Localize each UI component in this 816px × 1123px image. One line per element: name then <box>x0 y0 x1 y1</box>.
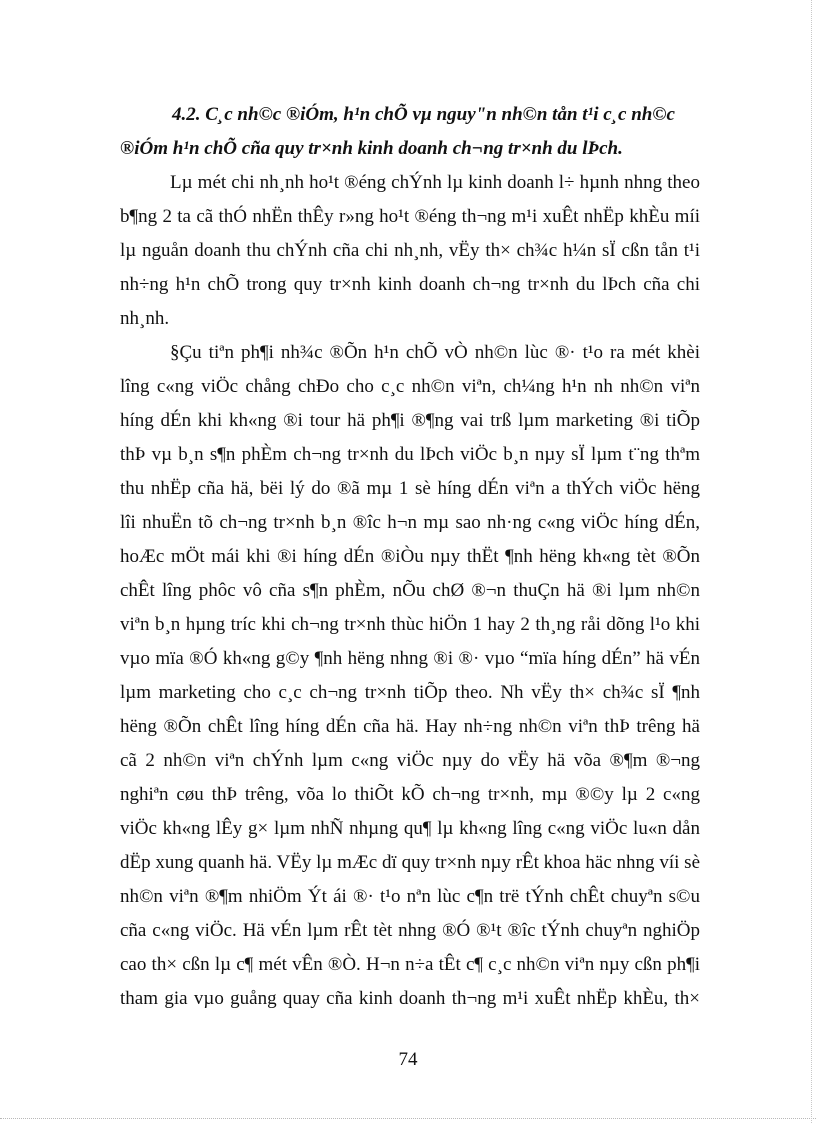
paragraph-line: thÞ vµ b¸n s¶n phÈm ch¬ng tr×nh du lÞch viÖc b¸n nµy sÏ lµm t¨ng thªm <box>120 444 700 465</box>
paragraph-line: hëng ®Õn chÊt lîng híng dÉn cña hä. Hay nh÷ng nh©n viªn thÞ trêng hä <box>120 716 700 737</box>
paragraph-line: Lµ mét chi nh¸nh ho¹t ®éng chÝnh lµ kinh doanh l÷ hµnh nhng theo <box>170 172 700 193</box>
heading-line: ®iÓm h¹n chÕ cña quy tr×nh kinh doanh ch¬ng tr×nh du lÞch. <box>120 138 623 159</box>
paragraph-line: hoÆc mÖt mái khi ®i híng dÉn ®iÒu nµy thËt ¶nh hëng kh«ng tèt ®Õn <box>120 546 700 567</box>
paragraph-line: lîi nhuËn tõ ch¬ng tr×nh b¸n ®îc h¬n mµ sao nh·ng c«ng viÖc híng dÉn, <box>120 512 700 533</box>
paragraph-line: tham gia vµo guång quay cña kinh doanh th¬ng m¹i xuÊt nhËp khÈu, th× <box>120 988 700 1009</box>
page-right-border <box>811 0 812 1123</box>
paragraph-line: cña c«ng viÖc. Hä vÉn lµm rÊt tèt nhng ®Ó ®¹t ®îc tÝnh chuyªn nghiÖp <box>120 920 700 941</box>
paragraph-line: híng dÉn khi kh«ng ®i tour hä ph¶i ®¶ng vai trß lµm marketing ®i tiÕp <box>120 410 700 431</box>
paragraph-line: nh©n viªn ®¶m nhiÖm Ýt ái ®· t¹o nªn lùc c¶n trë tÝnh chÊt chuyªn s©u <box>120 886 700 907</box>
paragraph-line: cã 2 nh©n viªn chÝnh lµm c«ng viÖc nµy do vËy hä võa ®¶m ®¬ng <box>120 750 700 771</box>
paragraph-line: lµm marketing cho c¸c ch¬ng tr×nh tiÕp theo. Nh vËy th× ch¾c sÏ ¶nh <box>120 682 700 703</box>
paragraph-line: nh¸nh. <box>120 308 170 329</box>
paragraph-line: b¶ng 2 ta cã thÓ nhËn thÊy r»ng ho¹t ®éng th¬ng m¹i xuÊt nhËp khÈu míi <box>120 206 700 227</box>
paragraph-line: chÊt lîng phôc vô cña s¶n phÈm, nÕu chØ ®¬n thuÇn hä ®i lµm nh©n <box>120 580 700 601</box>
body-text <box>120 166 700 1016</box>
section-heading <box>120 98 700 166</box>
page-number: 74 <box>398 1049 418 1070</box>
paragraph-line: §Çu tiªn ph¶i nh¾c ®Õn h¹n chÕ vÒ nh©n lùc ®· t¹o ra mét khèi <box>170 342 700 363</box>
paragraph-line: lµ nguån doanh thu chÝnh cña chi nh¸nh, vËy th× ch¾c h¼n sÏ cßn tån t¹i <box>120 240 700 261</box>
paragraph-line: viÖc kh«ng lÊy g× lµm nhÑ nhµng qu¶ lµ kh«ng lîng c«ng viÖc lu«n dån <box>120 818 700 839</box>
paragraph-line: nghiªn cøu thÞ trêng, võa lo thiÕt kÕ ch¬ng tr×nh, mµ ®©y lµ 2 c«ng <box>120 784 700 805</box>
paragraph-line: thu nhËp cña hä, bëi lý do ®ã mµ 1 sè híng dÉn viªn a thÝch viÖc hëng <box>120 478 700 499</box>
paragraph-line: viªn b¸n hµng tríc khi ch¬ng tr×nh thùc hiÖn 1 hay 2 th¸ng råi dõng l¹o khi <box>120 614 700 635</box>
page-bottom-border <box>0 1118 816 1119</box>
paragraph-line: lîng c«ng viÖc chång chÐo cho c¸c nh©n viªn, ch¼ng h¹n nh nh©n viªn <box>120 376 700 397</box>
paragraph-line: dËp xung quanh hä. VËy lµ mÆc dï quy tr×nh nµy rÊt khoa häc nhng víi sè <box>120 852 700 873</box>
heading-line: 4.2. C¸c nh©c ®iÓm, h¹n chÕ vµ nguy"n nh©n tån t¹i c¸c nh©c <box>172 104 675 125</box>
paragraph-line: nh÷ng h¹n chÕ trong quy tr×nh kinh doanh ch¬ng tr×nh du lÞch cña chi <box>120 274 700 295</box>
paragraph-line: cao th× cßn lµ c¶ mét vÊn ®Ò. H¬n n÷a tÊt c¶ c¸c nh©n viªn nµy cßn ph¶i <box>120 954 700 975</box>
paragraph-line: vµo mïa ®Ó kh«ng g©y ¶nh hëng nhng ®i ®· vµo “mïa híng dÉn” hä vÉn <box>120 648 700 669</box>
